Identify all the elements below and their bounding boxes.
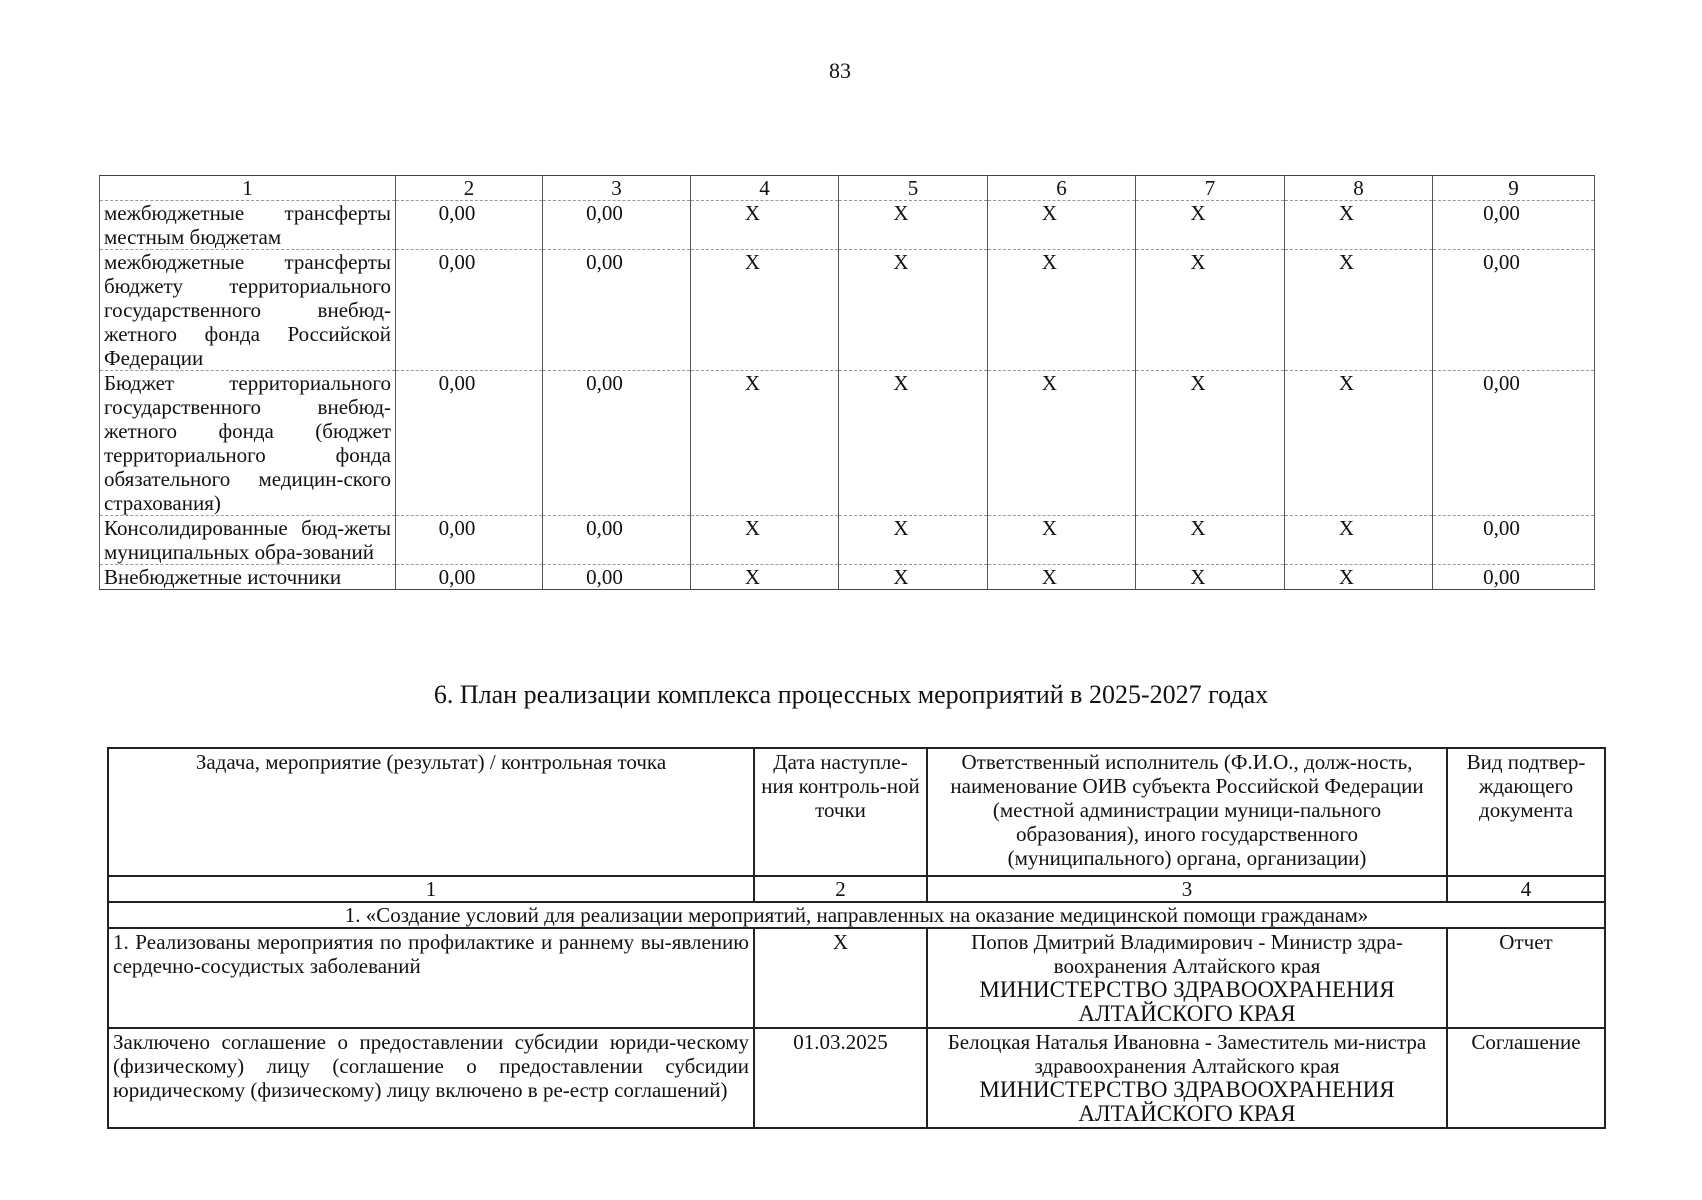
cell-value: X (1041, 201, 1058, 225)
column-number: 2 (754, 876, 927, 902)
cell-value: 0,00 (438, 201, 476, 225)
cell-value: X (744, 201, 761, 225)
document-type: Соглашение (1447, 1028, 1605, 1128)
section-title: 6. План реализации комплекса процессных мероприятий в 2025-2027 годах (433, 680, 1269, 709)
table-row (100, 250, 1595, 371)
executor-text: Белоцкая Наталья Ивановна - Заместитель ми-нистра здравоохранения Алтайского края (947, 1030, 1427, 1078)
cell-value: 0,00 (1483, 201, 1520, 225)
cell-value: X (1041, 371, 1058, 395)
column-number: 1 (100, 176, 396, 201)
cell-value: X (1190, 201, 1206, 225)
column-number: 7 (1136, 176, 1285, 201)
executor-text: Попов Дмитрий Владимирович - Министр здра-воохранения Алтайского края (971, 930, 1403, 978)
cell-value: X (893, 565, 909, 589)
column-number: 1 (108, 876, 754, 902)
row-name: межбюджетные трансферты местным бюджетам (100, 201, 396, 250)
cell-value: X (1338, 250, 1355, 274)
column-number: 8 (1285, 176, 1433, 201)
organization-name: МИНИСТЕРСТВО ЗДРАВООХРАНЕНИЯ АЛТАЙСКОГО КРАЯ (979, 1077, 1395, 1126)
cell-value: X (1338, 371, 1355, 395)
cell-value: X (1190, 565, 1206, 589)
cell-value: 0,00 (438, 565, 476, 589)
plan-table (107, 747, 1606, 1129)
organization-name: МИНИСТЕРСТВО ЗДРАВООХРАНЕНИЯ АЛТАЙСКОГО КРАЯ (979, 977, 1395, 1026)
executor-cell (927, 1028, 1447, 1128)
cell-value: X (893, 250, 909, 274)
plan-column-numbers (108, 876, 1605, 902)
column-number: 4 (691, 176, 839, 201)
cell-value: X (1338, 565, 1355, 589)
cell-value: 0,00 (586, 371, 623, 395)
cell-value: 0,00 (438, 516, 476, 540)
column-number: 4 (1447, 876, 1605, 902)
cell-value: 0,00 (1483, 516, 1520, 540)
task-row (108, 902, 1605, 928)
cell-value: 0,00 (438, 371, 476, 395)
task-title: 1. «Создание условий для реализации мероприятий, направленных на оказание медицинской помощи гражданам» (108, 902, 1605, 928)
table-row (108, 1028, 1605, 1128)
cell-value: X (744, 516, 761, 540)
header-cell: Ответственный исполнитель (Ф.И.О., долж-ность, наименование ОИВ субъекта Российской Федерации (местной администрации муници-пального образования), иного государственного (муниципального) органа, организации) (927, 748, 1447, 876)
cell-value: 0,00 (586, 516, 623, 540)
cell-value: X (1190, 371, 1206, 395)
item-text: Заключено соглашение о предоставлении субсидии юриди-ческому (физическому) лицу (соглашение о предоставлении субсидии юридическому (физическому) лицу включено в ре-естр соглашений) (108, 1028, 754, 1128)
cell-value: X (744, 250, 761, 274)
finance-table (99, 175, 1595, 590)
cell-value: X (1338, 516, 1355, 540)
cell-value: X (893, 516, 909, 540)
cell-value: 0,00 (1483, 371, 1520, 395)
executor-cell (927, 928, 1447, 1028)
control-date: X (754, 928, 927, 1028)
row-name: Бюджет территориального государственного внебюд-жетного фонда (бюджет территориального фонда обязательного медицин-ского страхования) (100, 371, 396, 516)
column-number: 5 (839, 176, 988, 201)
table-row (100, 516, 1595, 565)
cell-value: X (744, 565, 761, 589)
cell-value: 0,00 (1483, 565, 1520, 589)
column-number: 2 (396, 176, 543, 201)
cell-value: X (1190, 250, 1206, 274)
row-name: межбюджетные трансферты бюджету территориального государственного внебюд-жетного фонда Российской Федерации (100, 250, 396, 371)
page-number: 83 (829, 58, 851, 83)
cell-value: X (893, 371, 909, 395)
column-number: 3 (543, 176, 691, 201)
header-cell: Вид подтвер-ждающего документа (1447, 748, 1605, 876)
row-name: Внебюджетные источники (100, 565, 396, 590)
cell-value: X (1041, 250, 1058, 274)
cell-value: X (1190, 516, 1206, 540)
cell-value: 0,00 (586, 201, 623, 225)
finance-column-numbers (100, 176, 1595, 201)
cell-value: X (1041, 565, 1058, 589)
row-name: Консолидированные бюд-жеты муниципальных обра-зований (100, 516, 396, 565)
cell-value: X (744, 371, 761, 395)
header-cell: Задача, мероприятие (результат) / контрольная точка (108, 748, 754, 876)
column-number: 3 (927, 876, 1447, 902)
cell-value: 0,00 (1483, 250, 1520, 274)
cell-value: 0,00 (586, 250, 623, 274)
column-number: 6 (988, 176, 1136, 201)
cell-value: 0,00 (438, 250, 476, 274)
control-date: 01.03.2025 (754, 1028, 927, 1128)
cell-value: X (1041, 516, 1058, 540)
document-type: Отчет (1447, 928, 1605, 1028)
table-row (100, 201, 1595, 250)
header-cell: Дата наступле-ния контроль-ной точки (754, 748, 927, 876)
table-row (100, 371, 1595, 516)
plan-table-header (108, 748, 1605, 876)
table-row (108, 928, 1605, 1028)
item-text: 1. Реализованы мероприятия по профилактике и раннему вы-явлению сердечно-сосудистых заболеваний (108, 928, 754, 1028)
cell-value: 0,00 (586, 565, 623, 589)
cell-value: X (1338, 201, 1355, 225)
column-number: 9 (1433, 176, 1595, 201)
cell-value: X (893, 201, 909, 225)
table-row (100, 565, 1595, 590)
